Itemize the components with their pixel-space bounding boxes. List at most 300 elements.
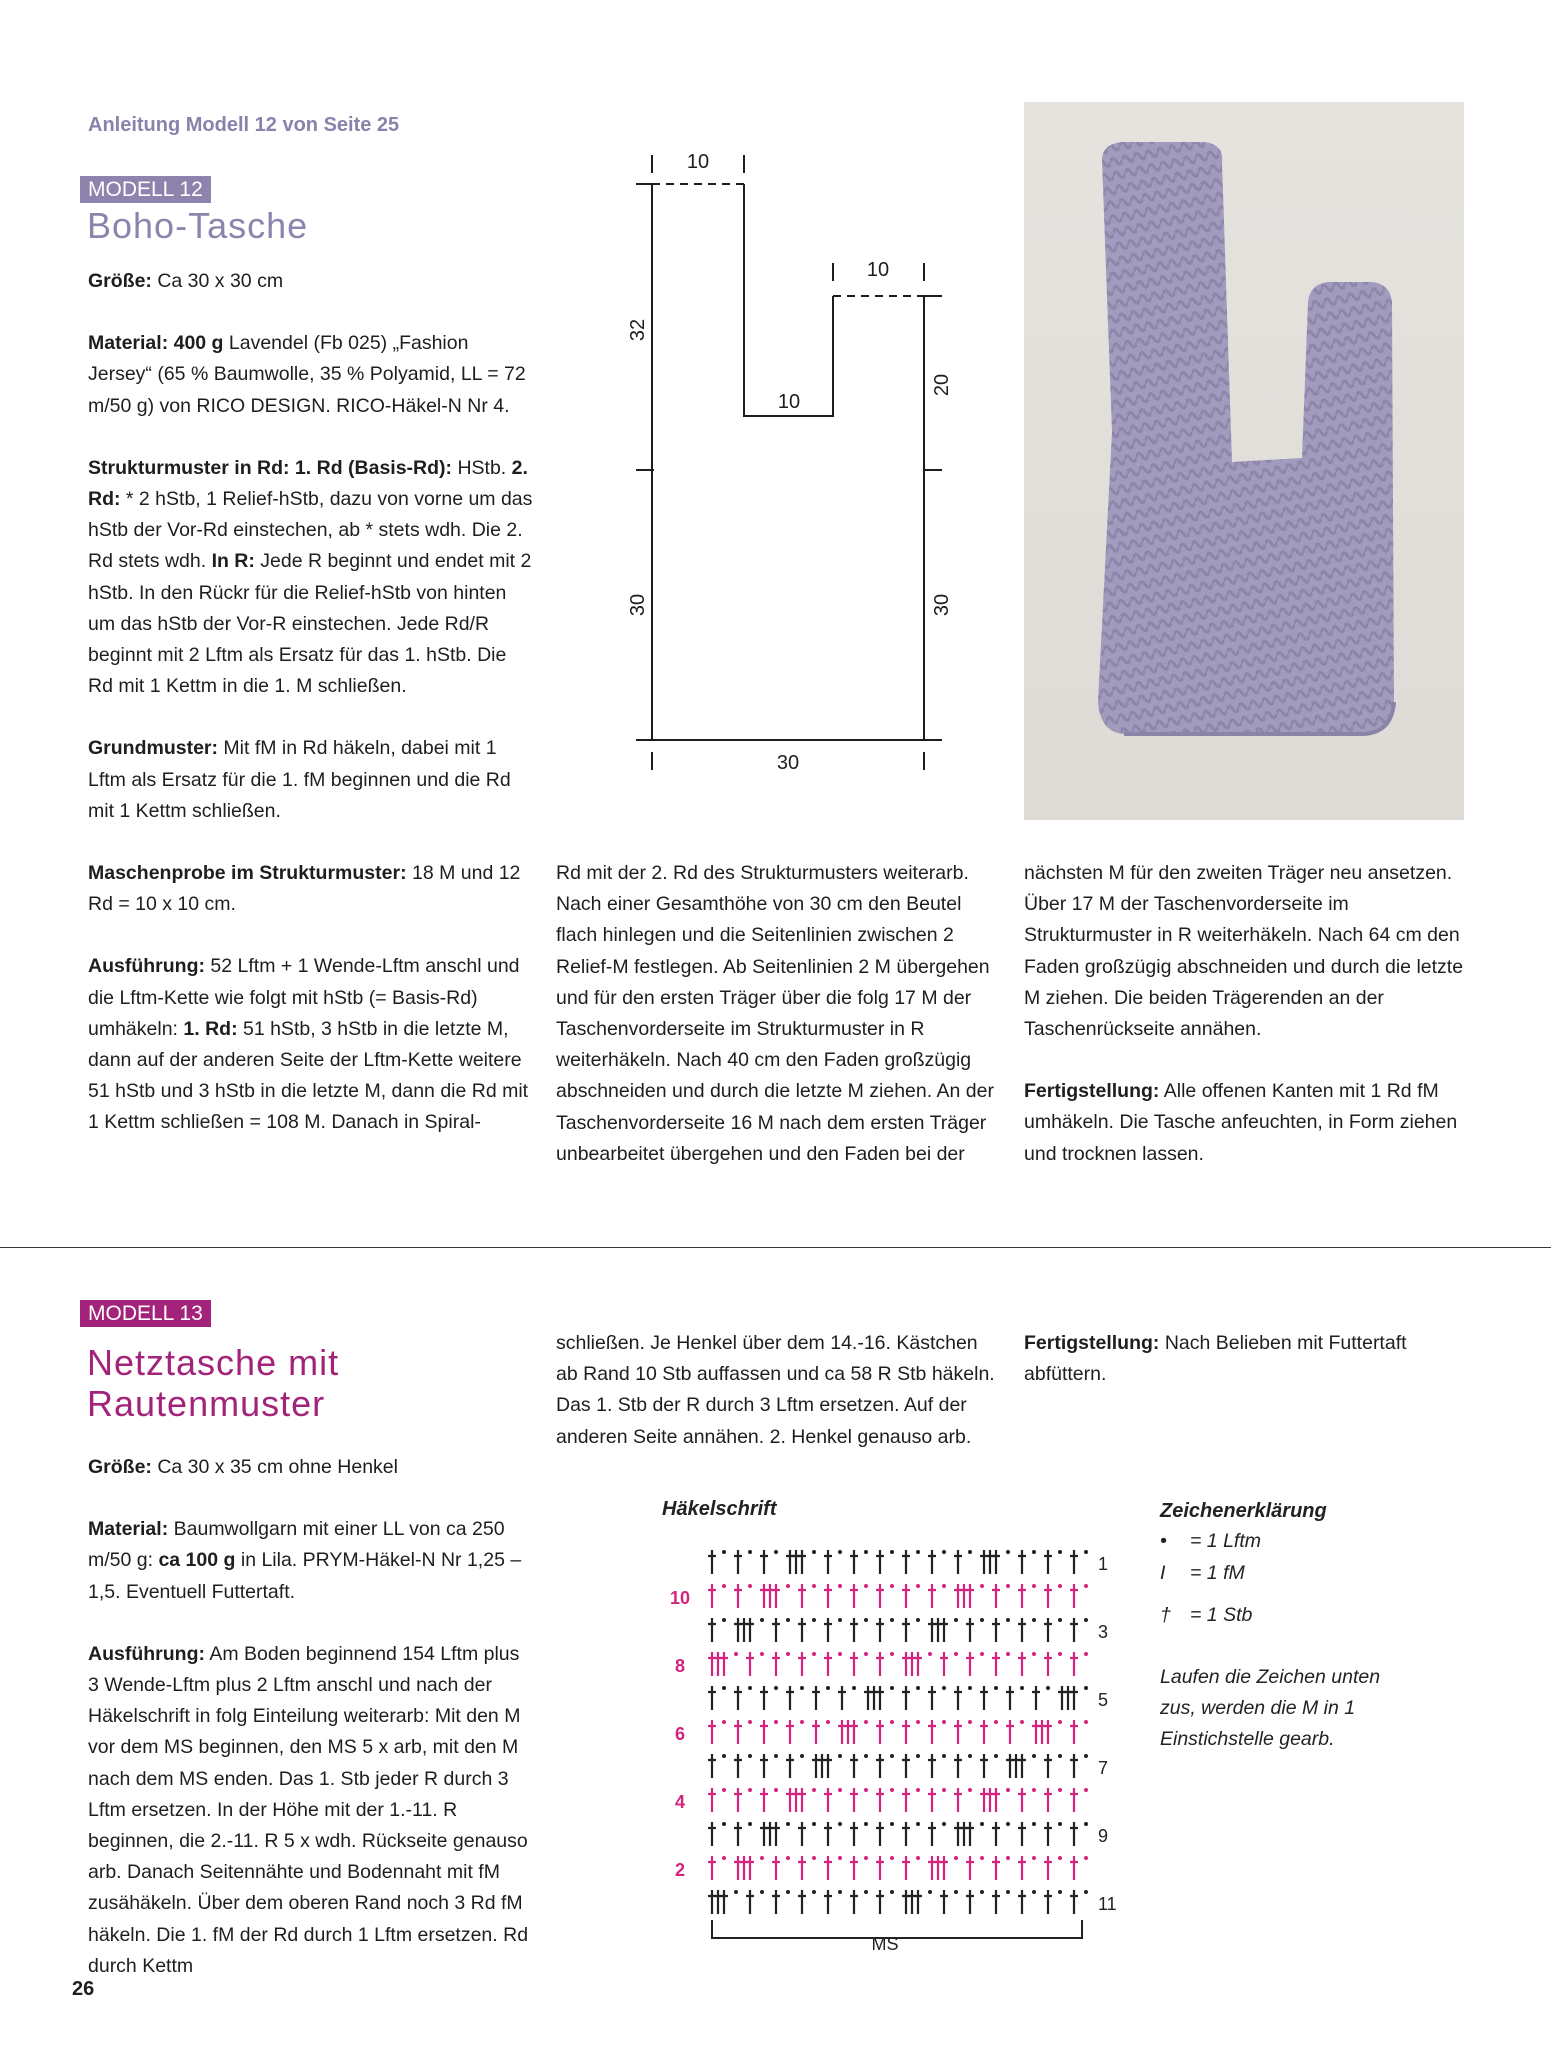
chain-dot: [838, 1584, 842, 1588]
stitch-mark: [1058, 1686, 1066, 1710]
chain-dot: [890, 1788, 894, 1792]
stitch-mark: [714, 1890, 722, 1914]
chain-dot: [838, 1550, 842, 1554]
stitch-mark: [746, 1890, 754, 1914]
chain-dot: [786, 1584, 790, 1588]
chain-dot: [1058, 1618, 1062, 1622]
chain-dot: [748, 1788, 752, 1792]
stitch-mark: [1032, 1720, 1040, 1744]
chain-dot: [1084, 1686, 1088, 1690]
chain-dot: [994, 1686, 998, 1690]
chain-dot: [864, 1788, 868, 1792]
stitch-mark: [1044, 1890, 1052, 1914]
basic-pattern-paragraph: Grundmuster: Mit fM in Rd häkeln, dabei mit 1 Lftm als Ersatz für die 1. fM beginnen und die Rd mit 1 Kettm schließen.: [88, 737, 511, 822]
bag-photo: [1024, 102, 1464, 820]
stitch-mark: [708, 1822, 716, 1846]
chain-dot: [864, 1550, 868, 1554]
stitch-mark: [928, 1788, 936, 1812]
stitch-mark: [980, 1686, 988, 1710]
chain-dot: [838, 1788, 842, 1792]
stitch-mark: [708, 1890, 716, 1914]
legend-row-chain: • = 1 Lftm: [1160, 1530, 1261, 1552]
stitch-mark: [928, 1618, 936, 1642]
stitch-mark: [734, 1822, 742, 1846]
chain-dot: [1084, 1788, 1088, 1792]
chain-dot: [1046, 1686, 1050, 1690]
chain-dot: [1058, 1720, 1062, 1724]
instructions-paragraph-13: Ausführung: Am Boden beginnend 154 Lftm plus 3 Wende-Lftm plus 2 Lftm anschl und nach der Häkelschrift in folg Einteilung weiterarb: Mit den M vor dem MS beginnen, den MS 5 x arb, mit den M nach dem MS enden. Das 1. Stb jeder R durch 3 Lftm ersetzen. In der Höhe mit der 1.-11. R beginnen, die 2.-11. R 5 x wdh. Rückseite genauso arb. Danach Seitennähte und Bodennaht mit fM zusähäkeln. Über dem oberen Rand noch 3 Rd fM häkeln. Die 1. fM der Rd durch 1 Lftm ersetzen. Rd durch Kettm: [88, 1642, 529, 1977]
chain-dot: [774, 1686, 778, 1690]
chart-row: [708, 1584, 1088, 1608]
stitch-mark: [766, 1584, 774, 1608]
stitch-mark: [992, 1822, 1000, 1846]
stitch-mark: [902, 1822, 910, 1846]
chain-dot: [812, 1856, 816, 1860]
legend-row-sc: I = 1 fM: [1160, 1562, 1245, 1584]
stitch-mark: [992, 1550, 1000, 1574]
stitch-mark: [708, 1550, 716, 1574]
crochet-chart: [640, 1520, 1120, 1960]
dot-icon: •: [1160, 1530, 1167, 1552]
stitch-mark: [914, 1890, 922, 1914]
chain-dot: [734, 1890, 738, 1894]
chain-dot: [980, 1856, 984, 1860]
chain-dot: [916, 1754, 920, 1758]
pattern-paragraph: Strukturmuster in Rd: 1. Rd (Basis-Rd): HStb. 2. Rd: * 2 hStb, 1 Relief-hStb, dazu von vorne um das hStb der Vor-Rd einstechen, ab * stets wdh. Die 2. Rd stets wdh. In R: Jede R beginnt und endet mit 2 hStb. In den Rückr für die Relief-hStb von hinten um das hStb der Vor-R einstechen. Jede Rd/R beginnt mit 2 Lftm als Ersatz für das 1. hStb. Die Rd mit 1 Kettm in die 1. M schließen.: [88, 456, 533, 698]
stitch-mark: [760, 1550, 768, 1574]
chain-dot: [1006, 1822, 1010, 1826]
stitch-mark: [824, 1618, 832, 1642]
stitch-mark: [966, 1618, 974, 1642]
stitch-mark: [902, 1890, 910, 1914]
chain-dot: [942, 1754, 946, 1758]
stitch-mark: [798, 1584, 806, 1608]
legend-row-dc: † = 1 Stb: [1160, 1604, 1253, 1626]
stitch-mark: [1018, 1822, 1026, 1846]
stitch-mark: [850, 1856, 858, 1880]
chain-dot: [838, 1754, 842, 1758]
stitch-mark: [850, 1652, 858, 1676]
stitch-mark: [740, 1856, 748, 1880]
stitch-mark: [876, 1822, 884, 1846]
stitch-mark: [966, 1652, 974, 1676]
stitch-mark: [940, 1890, 948, 1914]
chain-dot: [722, 1822, 726, 1826]
chain-dot: [1058, 1550, 1062, 1554]
legend-note: Laufen die Zeichen unten zus, werden die M in 1 Einstichstelle gearb.: [1160, 1666, 1381, 1751]
chain-dot: [1058, 1890, 1062, 1894]
chain-dot: [760, 1652, 764, 1656]
dim-top: 10: [686, 151, 710, 173]
stitch-mark: [870, 1686, 878, 1710]
stitch-mark: [876, 1584, 884, 1608]
chain-dot: [980, 1618, 984, 1622]
stitch-mark: [734, 1856, 742, 1880]
stitch-mark: [1006, 1686, 1014, 1710]
stitch-mark: [850, 1754, 858, 1778]
chain-dot: [1032, 1856, 1036, 1860]
stitch-mark: [940, 1856, 948, 1880]
chain-dot: [812, 1652, 816, 1656]
row-label-right: 5: [1098, 1690, 1109, 1710]
dim-inner: 10: [777, 391, 801, 413]
stitch-mark: [876, 1550, 884, 1574]
model13-column-3: [1024, 1328, 1464, 1421]
stitch-mark: [720, 1890, 728, 1914]
dim-left-upper: 32: [627, 318, 649, 342]
chain-dot: [864, 1754, 868, 1758]
row-label-left: 10: [669, 1588, 691, 1608]
chain-dot: [800, 1720, 804, 1724]
instructions-continued: Rd mit der 2. Rd des Strukturmusters weiterarb. Nach einer Gesamthöhe von 30 cm den Beutel flach hinlegen und die Seitenlinien zwischen 2 Relief-M festlegen. Ab Seitenlinien 2 M übergehen und für den ersten Träger über die folg 17 M der Taschenvorderseite im Strukturmuster in R weiterhäkeln. Nach 40 cm den Faden großzügig abschneiden und durch die letzte M ziehen. An der Taschenvorderseite 16 M nach dem ersten Träger unbearbeitet übergehen und den Faden bei der: [556, 862, 994, 1165]
stitch-mark: [1070, 1856, 1078, 1880]
chain-dot: [954, 1890, 958, 1894]
material-paragraph: Material: 400 g Lavendel (Fb 025) „Fashion Jersey“ (65 % Baumwolle, 35 % Polyamid, LL = 72 m/50 g) von RICO DESIGN. RICO-Häkel-N Nr 4.: [88, 332, 526, 417]
stitch-mark: [824, 1890, 832, 1914]
stitch-mark: [966, 1822, 974, 1846]
stitch-mark: [902, 1550, 910, 1574]
stitch-mark: [902, 1856, 910, 1880]
chain-dot: [812, 1550, 816, 1554]
stitch-mark: [734, 1618, 742, 1642]
chain-dot: [748, 1550, 752, 1554]
stitch-mark: [864, 1686, 872, 1710]
stitch-mark: [1044, 1788, 1052, 1812]
chain-dot: [1006, 1788, 1010, 1792]
stitch-mark: [850, 1550, 858, 1574]
stitch-mark: [786, 1550, 794, 1574]
instructions-paragraph: Ausführung: 52 Lftm + 1 Wende-Lftm anschl und die Lftm-Kette wie folgt mit hStb (= Basis-Rd) umhäkeln: 1. Rd: 51 hStb, 3 hStb in die letzte M, dann auf der anderen Seite der Lftm-Kette weitere 51 hStb und 3 hStb in die letzte M, dann die Rd mit 1 Kettm schließen = 108 M. Danach in Spiral-: [88, 955, 529, 1134]
size-paragraph-13: Größe: Ca 30 x 35 cm ohne Henkel: [88, 1456, 398, 1478]
chain-dot: [994, 1754, 998, 1758]
stitch-mark: [980, 1754, 988, 1778]
chain-dot: [916, 1720, 920, 1724]
stitch-mark: [1006, 1754, 1014, 1778]
stitch-mark: [954, 1822, 962, 1846]
stitch-mark: [746, 1652, 754, 1676]
stitch-mark: [928, 1822, 936, 1846]
stitch-mark: [708, 1686, 716, 1710]
chain-dot: [774, 1788, 778, 1792]
chart-row: [708, 1856, 1088, 1880]
chain-dot: [890, 1720, 894, 1724]
stitch-mark: [1070, 1754, 1078, 1778]
chain-dot: [1020, 1720, 1024, 1724]
stitch-mark: [798, 1822, 806, 1846]
chain-dot: [786, 1890, 790, 1894]
stitch-mark: [812, 1720, 820, 1744]
chain-dot: [980, 1652, 984, 1656]
model12-badge: MODELL 12: [80, 176, 211, 203]
chain-dot: [942, 1720, 946, 1724]
stitch-mark: [760, 1822, 768, 1846]
chain-dot: [760, 1890, 764, 1894]
chain-dot: [760, 1856, 764, 1860]
chain-dot: [748, 1822, 752, 1826]
stitch-mark: [876, 1890, 884, 1914]
stitch-mark: [1038, 1720, 1046, 1744]
stitch-mark: [992, 1788, 1000, 1812]
stitch-mark: [760, 1584, 768, 1608]
row-label-right: 7: [1098, 1758, 1109, 1778]
stitch-mark: [1070, 1890, 1078, 1914]
chain-dot: [1084, 1754, 1088, 1758]
stitch-mark: [940, 1652, 948, 1676]
stitch-mark: [714, 1652, 722, 1676]
chain-dot: [774, 1754, 778, 1758]
chain-dot: [954, 1856, 958, 1860]
chain-dot: [1006, 1618, 1010, 1622]
chain-dot: [812, 1890, 816, 1894]
stitch-mark: [960, 1584, 968, 1608]
stitch-mark: [902, 1584, 910, 1608]
stitch-mark: [838, 1686, 846, 1710]
chain-dot: [838, 1890, 842, 1894]
dim-strap: 10: [866, 259, 890, 281]
stitch-mark: [824, 1754, 832, 1778]
chain-dot: [890, 1652, 894, 1656]
stitch-mark: [1070, 1584, 1078, 1608]
chain-dot: [890, 1550, 894, 1554]
chain-dot: [890, 1584, 894, 1588]
chain-dot: [1006, 1856, 1010, 1860]
chain-dot: [1084, 1720, 1088, 1724]
chain-dot: [864, 1584, 868, 1588]
chart-row: [708, 1822, 1088, 1846]
chain-dot: [1006, 1550, 1010, 1554]
stitch-mark: [720, 1652, 728, 1676]
chain-dot: [890, 1754, 894, 1758]
stitch-mark: [844, 1720, 852, 1744]
chain-dot: [1084, 1584, 1088, 1588]
stitch-mark: [708, 1856, 716, 1880]
chain-dot: [722, 1720, 726, 1724]
chain-dot: [722, 1686, 726, 1690]
row-label-right: 11: [1098, 1894, 1117, 1914]
repeat-label: MS: [871, 1934, 899, 1954]
stitch-mark: [876, 1856, 884, 1880]
stitch-mark: [1018, 1618, 1026, 1642]
chain-dot: [1084, 1652, 1088, 1656]
stitch-mark: [928, 1856, 936, 1880]
stitch-mark: [1070, 1720, 1078, 1744]
chart-row: [708, 1618, 1088, 1642]
chart-row: [708, 1788, 1088, 1812]
legend-title: Zeichenerklärung: [1160, 1500, 1327, 1522]
chain-dot: [1006, 1584, 1010, 1588]
page-number: 26: [72, 1978, 95, 2000]
chain-dot: [890, 1618, 894, 1622]
stitch-mark: [734, 1788, 742, 1812]
chain-dot: [954, 1618, 958, 1622]
chain-dot: [1032, 1652, 1036, 1656]
stitch-mark: [928, 1584, 936, 1608]
chain-dot: [786, 1856, 790, 1860]
chain-dot: [774, 1550, 778, 1554]
stitch-mark: [792, 1788, 800, 1812]
chain-dot: [722, 1754, 726, 1758]
chain-dot: [1084, 1822, 1088, 1826]
stitch-mark: [798, 1550, 806, 1574]
stitch-mark: [772, 1856, 780, 1880]
stitch-mark: [734, 1686, 742, 1710]
stitch-mark: [824, 1788, 832, 1812]
model13-column-1: [88, 1452, 533, 2013]
model13-column-2: [556, 1328, 996, 1484]
stitch-mark: [1070, 1618, 1078, 1642]
chart-row: [708, 1652, 1088, 1676]
model12-column-1: [88, 266, 533, 1170]
row-label-right: 9: [1098, 1826, 1109, 1846]
stitch-mark: [1070, 1652, 1078, 1676]
stitch-mark: [934, 1856, 942, 1880]
stitch-mark: [746, 1856, 754, 1880]
model12-column-3: [1024, 858, 1464, 1201]
stitch-mark: [786, 1686, 794, 1710]
chain-dot: [890, 1890, 894, 1894]
row-label-left: 6: [674, 1724, 686, 1744]
stitch-mark: [966, 1584, 974, 1608]
chain-dot: [916, 1584, 920, 1588]
stitch-mark: [798, 1788, 806, 1812]
chain-dot: [942, 1550, 946, 1554]
row-label-left: 2: [674, 1860, 686, 1880]
stitch-mark: [786, 1754, 794, 1778]
stitch-mark: [876, 1754, 884, 1778]
chain-dot: [968, 1686, 972, 1690]
stitch-mark: [954, 1788, 962, 1812]
material-paragraph-13: Material: Baumwollgarn mit einer LL von ca 250 m/50 g: ca 100 g in Lila. PRYM-Häkel-N Nr 1,25 – 1,5. Eventuell Futtertaft.: [88, 1518, 522, 1603]
stitch-mark: [772, 1822, 780, 1846]
chain-dot: [748, 1686, 752, 1690]
chain-dot: [760, 1618, 764, 1622]
chain-dot: [852, 1686, 856, 1690]
model13-badge: MODELL 13: [80, 1300, 211, 1327]
gauge-paragraph: Maschenprobe im Strukturmuster: 18 M und 12 Rd = 10 x 10 cm.: [88, 862, 521, 916]
row-label-left: 8: [674, 1656, 686, 1676]
chain-dot: [800, 1754, 804, 1758]
chain-dot: [1058, 1788, 1062, 1792]
chain-dot: [722, 1788, 726, 1792]
stitch-mark: [766, 1822, 774, 1846]
stitch-mark: [876, 1686, 884, 1710]
stitch-mark: [980, 1550, 988, 1574]
chain-dot: [864, 1652, 868, 1656]
stitch-mark: [1044, 1856, 1052, 1880]
dim-bottom: 30: [776, 752, 800, 774]
stitch-mark: [850, 1618, 858, 1642]
stitch-mark: [908, 1890, 916, 1914]
stitch-mark: [1044, 1822, 1052, 1846]
stitch-mark: [1018, 1788, 1026, 1812]
stitch-mark: [1070, 1788, 1078, 1812]
chain-dot: [1032, 1788, 1036, 1792]
stitch-mark: [902, 1686, 910, 1710]
stitch-mark: [914, 1652, 922, 1676]
chart-title: Häkelschrift: [662, 1498, 777, 1520]
stitch-mark: [908, 1652, 916, 1676]
chain-dot: [1058, 1584, 1062, 1588]
chain-dot: [1032, 1754, 1036, 1758]
stitch-mark: [902, 1720, 910, 1744]
stitch-mark: [772, 1584, 780, 1608]
stitch-mark: [824, 1652, 832, 1676]
chain-dot: [838, 1822, 842, 1826]
stitch-mark: [850, 1788, 858, 1812]
stitch-mark: [1070, 1822, 1078, 1846]
stitch-mark: [940, 1618, 948, 1642]
stitch-mark: [708, 1618, 716, 1642]
chain-dot: [800, 1686, 804, 1690]
stitch-mark: [902, 1652, 910, 1676]
stitch-mark: [812, 1686, 820, 1710]
model12-column-2: [556, 858, 996, 1201]
row-label-right: 1: [1098, 1554, 1109, 1574]
finishing-paragraph-13: Fertigstellung: Nach Belieben mit Futtertaft abfüttern.: [1024, 1332, 1407, 1386]
stitch-mark: [746, 1618, 754, 1642]
stitch-mark: [798, 1856, 806, 1880]
bag-schematic: [600, 140, 960, 780]
chain-dot: [916, 1686, 920, 1690]
stitch-mark: [708, 1584, 716, 1608]
stitch-mark: [980, 1720, 988, 1744]
stitch-mark: [992, 1584, 1000, 1608]
chain-dot: [1058, 1822, 1062, 1826]
stitch-mark: [760, 1754, 768, 1778]
stitch-mark: [1018, 1856, 1026, 1880]
row-label-right: 3: [1098, 1622, 1109, 1642]
dim-right-lower: 30: [931, 593, 953, 617]
stitch-mark: [824, 1550, 832, 1574]
chain-dot: [1032, 1618, 1036, 1622]
stitch-mark: [850, 1584, 858, 1608]
chain-dot: [980, 1584, 984, 1588]
chain-dot: [1006, 1890, 1010, 1894]
stitch-mark: [850, 1720, 858, 1744]
instructions-continued-2: nächsten M für den zweiten Träger neu ansetzen. Über 17 M der Taschenvorderseite im Strukturmuster in R weiterhäkeln. Nach 64 cm den Faden großzügig abschneiden und durch die letzte M ziehen. Die beiden Trägerenden an der Taschenrückseite annähen.: [1024, 862, 1464, 1041]
chain-dot: [786, 1652, 790, 1656]
chain-dot: [774, 1720, 778, 1724]
chain-dot: [722, 1550, 726, 1554]
chain-dot: [928, 1890, 932, 1894]
chain-dot: [812, 1788, 816, 1792]
chain-dot: [916, 1550, 920, 1554]
chain-dot: [942, 1788, 946, 1792]
stitch-mark: [1018, 1550, 1026, 1574]
page-header: Anleitung Modell 12 von Seite 25: [88, 114, 400, 136]
chain-dot: [864, 1856, 868, 1860]
chain-dot: [748, 1584, 752, 1588]
bar-icon: I: [1160, 1562, 1166, 1584]
stitch-mark: [876, 1652, 884, 1676]
stitch-mark: [992, 1890, 1000, 1914]
chain-dot: [1058, 1652, 1062, 1656]
chain-dot: [812, 1584, 816, 1588]
stitch-mark: [954, 1754, 962, 1778]
stitch-mark: [902, 1618, 910, 1642]
stitch-mark: [876, 1788, 884, 1812]
chain-dot: [968, 1550, 972, 1554]
stitch-mark: [1018, 1754, 1026, 1778]
chain-dot: [968, 1720, 972, 1724]
chain-dot: [748, 1720, 752, 1724]
stitch-mark: [954, 1584, 962, 1608]
chain-dot: [838, 1618, 842, 1622]
stitch-mark: [850, 1890, 858, 1914]
stitch-mark: [1006, 1720, 1014, 1744]
chain-dot: [1084, 1618, 1088, 1622]
stitch-mark: [772, 1652, 780, 1676]
